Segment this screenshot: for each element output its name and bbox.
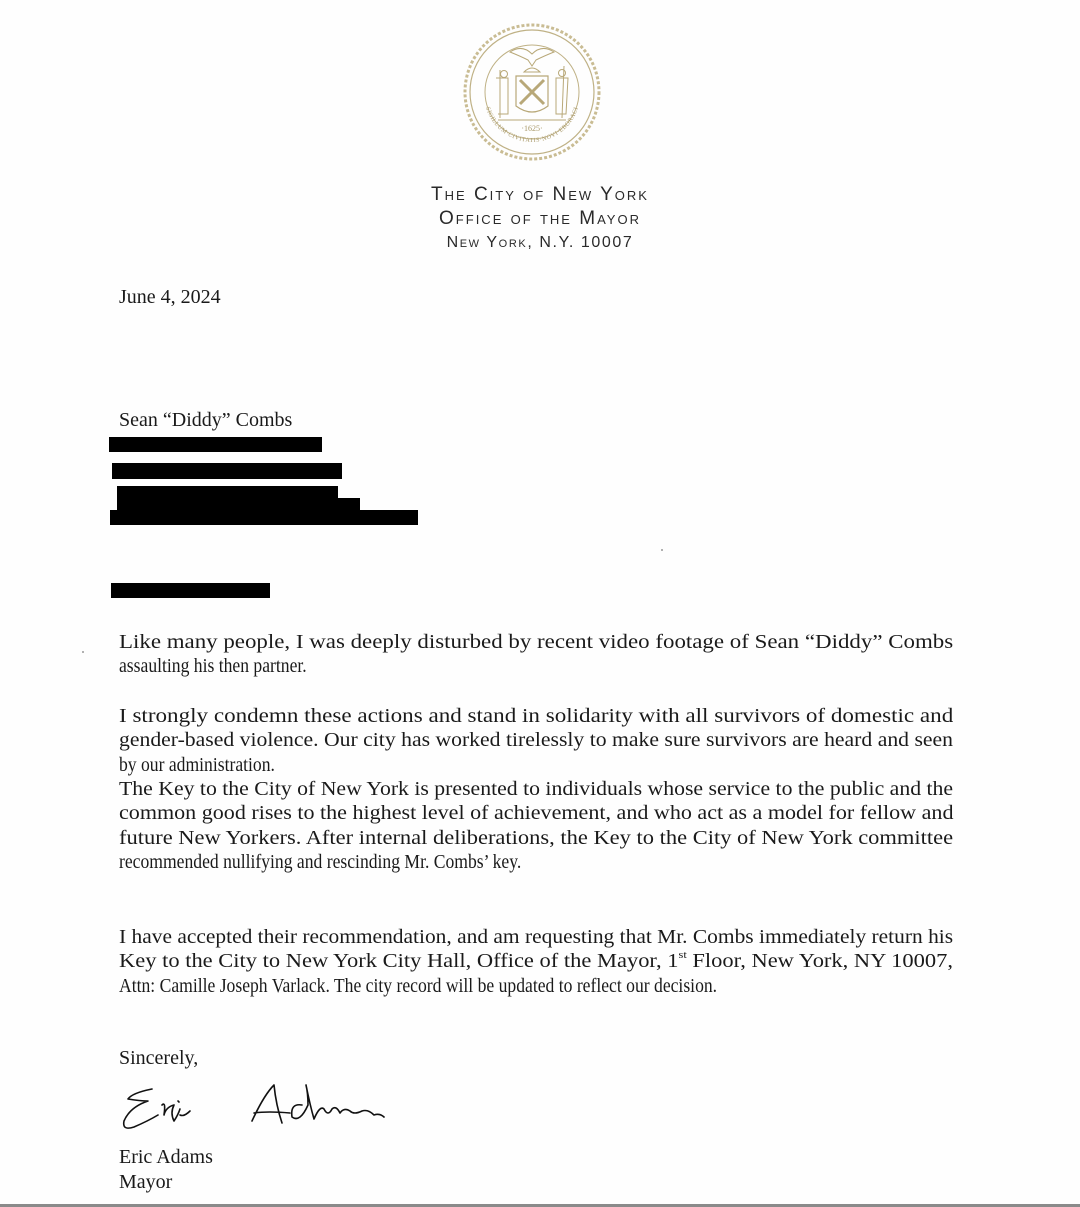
paragraph-line: future New Yorkers. After internal deliberations, the Key to the City of New York committee <box>119 826 954 849</box>
handwritten-signature <box>118 1075 398 1145</box>
body-paragraph-1 <box>119 630 953 679</box>
body-paragraph-2 <box>119 704 953 777</box>
paragraph-line: The Key to the City of New York is presented to individuals whose service to the public and the <box>119 778 954 800</box>
svg-text:·1625·: ·1625· <box>521 124 543 133</box>
paragraph-line: gender-based violence. Our city has worked tirelessly to make sure survivors are heard and seen <box>119 729 953 752</box>
paragraph-line: recommended nullifying and rescinding Mr. Combs’ key. <box>119 850 522 873</box>
redaction-bar <box>112 463 342 479</box>
address-text: Key to the City to New York City Hall, Office of the Mayor, 1 <box>119 950 679 973</box>
signer-name: Eric Adams <box>119 1146 213 1168</box>
paragraph-line: I have accepted their recommendation, and am requesting that Mr. Combs immediately return his <box>119 926 954 948</box>
letterhead-office: Office of the Mayor <box>439 208 641 229</box>
letterhead-city: The City of New York <box>431 184 649 205</box>
letterhead <box>380 183 700 255</box>
paragraph-line <box>119 949 953 973</box>
paper-speck <box>661 549 663 551</box>
redaction-bar <box>109 437 322 452</box>
recipient-name: Sean “Diddy” Combs <box>119 409 293 431</box>
letterhead-address: New York, N.Y. 10007 <box>446 234 634 251</box>
city-seal-logo <box>462 22 602 162</box>
body-paragraph-3 <box>119 777 953 874</box>
redaction-bar <box>110 510 418 525</box>
paragraph-line: I strongly condemn these actions and stand in solidarity with all survivors of domestic and <box>119 705 954 727</box>
paragraph-line: common good rises to the highest level of achievement, and who act as a model for fellow and <box>119 802 954 825</box>
paragraph-line: Like many people, I was deeply disturbed by recent video footage of Sean “Diddy” Combs <box>119 631 954 653</box>
letter-date: June 4, 2024 <box>119 286 221 308</box>
ordinal-suffix: st <box>678 948 687 961</box>
body-paragraph-4 <box>119 925 953 998</box>
signer-title: Mayor <box>119 1171 173 1193</box>
address-text: Floor, New York, NY 10007, <box>686 950 953 973</box>
paragraph-line: assaulting his then partner. <box>119 655 307 678</box>
redaction-bar-salutation <box>111 583 270 598</box>
paper-speck <box>82 651 84 653</box>
paragraph-line: Attn: Camille Joseph Varlack. The city record will be updated to reflect our decision. <box>119 974 718 997</box>
svg-text:SIGILLUM·CIVITATIS·NOVI·EBORAC: SIGILLUM·CIVITATIS·NOVI·EBORACI <box>484 105 580 145</box>
paragraph-line: by our administration. <box>119 753 275 776</box>
closing: Sincerely, <box>119 1047 199 1069</box>
